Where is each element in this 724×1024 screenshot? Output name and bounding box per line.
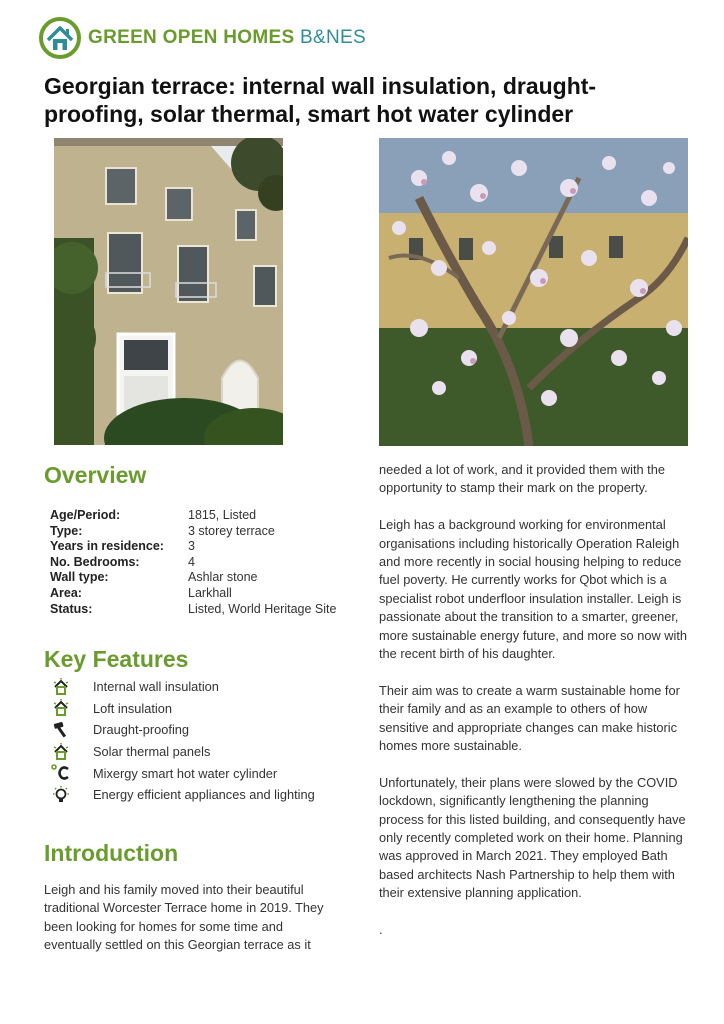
key-features-list [50, 676, 315, 806]
house-icon [50, 699, 72, 717]
magnolia-tree-photo [379, 138, 688, 446]
fact-row [50, 586, 338, 602]
hammer-icon [50, 721, 72, 739]
feature-label: Solar thermal panels [93, 744, 211, 760]
feature-label: Draught-proofing [93, 722, 190, 738]
right-column-text [379, 461, 689, 958]
feature-item [50, 719, 315, 741]
feature-label: Internal wall insulation [93, 679, 219, 695]
key-features-heading: Key Features [44, 646, 189, 672]
fact-value: 3 storey terrace [188, 523, 275, 538]
logo [38, 16, 366, 60]
fact-row [50, 570, 338, 586]
fact-label: Wall type: [50, 570, 109, 585]
feature-label: Loft insulation [93, 700, 172, 716]
house-facade-photo [54, 138, 283, 445]
fact-label: No. Bedrooms: [50, 554, 140, 569]
fact-row [50, 539, 338, 555]
paragraph: . [379, 922, 383, 938]
feature-label: Mixergy smart hot water cylinder [93, 765, 278, 781]
fact-value: Listed, World Heritage Site [188, 601, 337, 616]
page-title: Georgian terrace: internal wall insulation, draught-proofing, solar thermal, smart hot water cylinder [44, 73, 597, 127]
fact-value: 3 [188, 539, 195, 554]
fact-value: Ashlar stone [188, 570, 258, 585]
paragraph: needed a lot of work, and it provided them with the opportunity to stamp their mark on the property. [379, 462, 665, 496]
house-icon [50, 743, 72, 761]
overview-heading: Overview [44, 462, 147, 488]
fact-label: Age/Period: [50, 508, 121, 522]
feature-item [50, 698, 315, 720]
feature-item [50, 741, 315, 763]
feature-item [50, 676, 315, 698]
fact-row [50, 602, 338, 618]
feature-item [50, 784, 315, 806]
fact-label: Area: [50, 585, 82, 600]
fact-value: 1815, Listed [188, 508, 257, 522]
paragraph: Leigh has a background working for environmental organisations including historically Operation Raleigh and more recently in social housing helping to reduce fuel poverty. He currently works for Qbot which is a specialist robot underfloor insulation installer. Leigh is passionate about the transition to a smarter, greener, more sustainable energy future, and more so now with the recent birth of his daughter. [379, 517, 688, 662]
overview-facts [50, 508, 338, 617]
logo-text [88, 27, 366, 49]
fact-row [50, 524, 338, 540]
paragraph: Unfortunately, their plans were slowed by the COVID lockdown, significantly lengthening the planning process for this listed building, and consequently have only recently completed work on their home. Planning was approved in March 2021. They employed Bath based architects Nash Partnership to help them with their extensive planning application. [379, 774, 686, 901]
house-icon [50, 678, 72, 696]
celsius-icon [50, 764, 72, 782]
paragraph: Their aim was to create a warm sustainable home for their family and as an example to others of how sensitive and appropriate changes can make historic homes more sustainable. [379, 682, 680, 754]
logo-text-teal: B&NES [300, 27, 366, 48]
logo-text-green: GREEN OPEN HOMES [88, 27, 295, 48]
feature-label: Energy efficient appliances and lighting [93, 787, 315, 803]
fact-row [50, 555, 338, 571]
fact-value: 4 [188, 554, 195, 569]
fact-row [50, 508, 338, 524]
house-logo-icon [38, 16, 82, 60]
fact-label: Status: [50, 601, 93, 616]
fact-label: Years in residence: [50, 539, 164, 554]
feature-item [50, 762, 315, 784]
introduction-text: Leigh and his family moved into their beautiful traditional Worcester Terrace home in 2019. They been looking for homes for some time and eventually settled on this Georgian terrace as it [44, 882, 324, 953]
fact-value: Larkhall [188, 585, 232, 600]
fact-label: Type: [50, 523, 83, 538]
lightbulb-icon [50, 786, 72, 804]
introduction-heading: Introduction [44, 840, 179, 866]
